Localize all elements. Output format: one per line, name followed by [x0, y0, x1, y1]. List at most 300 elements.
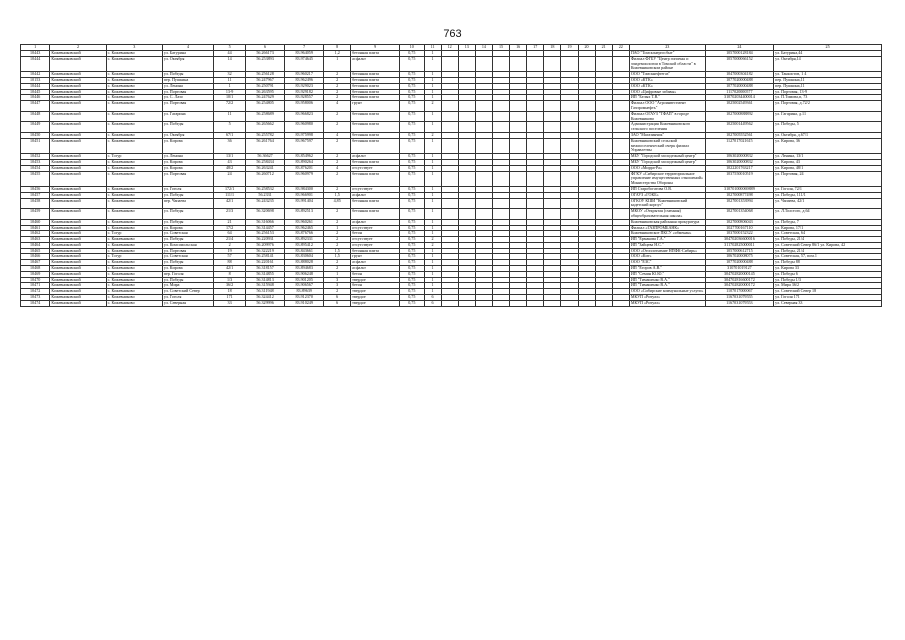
cell-settlement: с. Кожевниково — [106, 111, 162, 122]
cell-volume: 2 — [324, 260, 351, 266]
cell-area: 0,75 — [400, 295, 424, 301]
cell-district: Кожевниковский — [50, 198, 106, 209]
cell-volume: 2 — [324, 186, 351, 192]
cell-volume: 1,5 — [324, 248, 351, 254]
cell-empty — [527, 198, 544, 209]
cell-ogrn: 1117020000577 — [705, 89, 773, 95]
cell-house: 14 — [214, 56, 246, 71]
cell-district: Кожевниковский — [50, 266, 106, 272]
cell-reg-number: 10459 — [21, 209, 50, 220]
cell-surface: бетонная плита — [351, 198, 400, 209]
cell-owner: ООО "Томскнефтегаз" — [629, 72, 705, 78]
cell-volume: 1 — [324, 56, 351, 71]
cell-reg-number: 10472 — [21, 289, 50, 295]
cell-empty — [595, 300, 612, 306]
cell-house: 8 — [214, 271, 246, 277]
cell-count: 2 — [424, 242, 441, 248]
cell-volume: 2 — [324, 219, 351, 225]
cell-owner: Кожевниковский сельский межпоселенческий очерк филиал Управлетвы — [629, 138, 705, 153]
cell-house: 36 — [214, 138, 246, 153]
cell-area: 0,75 — [400, 225, 424, 231]
cell-count: 2 — [424, 101, 441, 112]
cell-longitude: 83.906567 — [285, 283, 324, 289]
cell-settlement: с. Тогур — [106, 231, 162, 237]
cell-empty — [458, 101, 475, 112]
cell-street: ул. Мира — [162, 283, 213, 289]
cell-latitude: 56.329996 — [246, 300, 285, 306]
cell-area: 0,75 — [400, 154, 424, 160]
cell-area: 0,75 — [400, 132, 424, 138]
cell-street: ул. Кирова — [162, 266, 213, 272]
cell-district: Кожевниковский — [50, 154, 106, 160]
cell-settlement: с. Кожевниково — [106, 159, 162, 165]
cell-district: Кожевниковский — [50, 289, 106, 295]
cell-volume: 2 — [324, 138, 351, 153]
cell-volume: 3 — [324, 283, 351, 289]
cell-owner: ООО "ЕЗС" — [629, 260, 705, 266]
cell-street: пер. Пушкина — [162, 77, 213, 83]
cell-street: ул. Ленина — [162, 154, 213, 160]
cell-count: 1 — [424, 154, 441, 160]
cell-house: 11 — [214, 77, 246, 83]
cell-owner: Филиал ООО "Агроинвестмент Газпромнефть" — [629, 101, 705, 112]
cell-empty — [578, 171, 595, 186]
cell-volume: 4 — [324, 165, 351, 171]
cell-settlement: с. Кожевниково — [106, 51, 162, 57]
cell-volume: 3 — [324, 277, 351, 283]
cell-house: 13-9 — [214, 89, 246, 95]
cell-area: 0,75 — [400, 77, 424, 83]
cell-ogrn: 1047000304182 — [705, 72, 773, 78]
cell-ogrn: 304702036600016 — [705, 237, 773, 243]
cell-latitude: 56.258689 — [246, 111, 285, 122]
cell-empty — [561, 138, 578, 153]
column-number-19: 19 — [561, 45, 578, 51]
cell-street: ул. Кирова — [162, 138, 213, 153]
cell-volume: 2 — [324, 242, 351, 248]
cell-latitude: 56.258532 — [246, 186, 285, 192]
cell-owner: Филиал ФГБУ "Центр гигиены и эпидемиологии в Томской области" в Кожевниковском районе — [629, 56, 705, 71]
cell-district: Кожевниковский — [50, 283, 106, 289]
cell-owner-address: ул. Кирова, 17/1 — [774, 225, 882, 231]
cell-house: 18 — [214, 289, 246, 295]
cell-reg-number: 10473 — [21, 295, 50, 301]
cell-empty — [441, 111, 458, 122]
cell-latitude: 56.261764 — [246, 138, 285, 153]
cell-settlement: с. Кожевниково — [106, 165, 162, 171]
cell-district: Кожевниковский — [50, 159, 106, 165]
cell-longitude: 83.958006 — [285, 101, 324, 112]
cell-street: ул. Северная — [162, 300, 213, 306]
cell-owner-address: ул. Победы, 111/1 — [774, 192, 882, 198]
cell-count: 1 — [424, 198, 441, 209]
cell-empty — [595, 101, 612, 112]
cell-volume: 2 — [324, 154, 351, 160]
cell-empty — [492, 101, 509, 112]
cell-ogrn: 1057000066152 — [705, 56, 773, 71]
cell-latitude: 56.314813 — [246, 277, 285, 283]
cell-empty — [595, 138, 612, 153]
cell-owner-address: пер. Пушкина,11 — [774, 77, 882, 83]
cell-volume: 2 — [324, 122, 351, 133]
cell-reg-number: 10466 — [21, 254, 50, 260]
cell-ogrn: 1077020000488 — [705, 260, 773, 266]
cell-ogrn: 1057000128184 — [705, 51, 773, 57]
cell-empty — [510, 111, 527, 122]
cell-empty — [561, 198, 578, 209]
cell-count: 1 — [424, 122, 441, 133]
cell-street: ул. Гоголя — [162, 295, 213, 301]
cell-empty — [475, 198, 492, 209]
cell-street: ул. Портовая — [162, 89, 213, 95]
cell-owner: Администрация Кожевниковского сельского поселения — [629, 122, 705, 133]
cell-owner-address: ул. Гагарина, д.11 — [774, 111, 882, 122]
cell-ogrn: 1127017021615 — [705, 138, 773, 153]
cell-volume: 2 — [324, 171, 351, 186]
cell-street: ул. Советский Север — [162, 289, 213, 295]
cell-district: Кожевниковский — [50, 101, 106, 112]
cell-street: ул. Портовая — [162, 248, 213, 254]
cell-district: Кожевниковский — [50, 225, 106, 231]
cell-ogrn: 311702825000011 — [705, 242, 773, 248]
cell-latitude: 56.220931 — [246, 237, 285, 243]
cell-street: ул. Победы — [162, 122, 213, 133]
cell-surface: бетонная плита — [351, 77, 400, 83]
cell-settlement: с. Кожевниково — [106, 192, 162, 198]
cell-house: 21/4 — [214, 237, 246, 243]
cell-reg-number: 10444 — [21, 83, 50, 89]
cell-count: 6 — [424, 295, 441, 301]
cell-settlement: с. Кожевниково — [106, 138, 162, 153]
cell-longitude: 83.876766 — [285, 231, 324, 237]
column-number-16: 16 — [510, 45, 527, 51]
cell-reg-number: 10454 — [21, 165, 50, 171]
cell-count: 1 — [424, 219, 441, 225]
cell-empty — [527, 111, 544, 122]
cell-count: 1 — [424, 72, 441, 78]
table-row — [21, 300, 882, 306]
cell-surface: асфальт — [351, 260, 400, 266]
cell-house: 42/1 — [214, 266, 246, 272]
cell-area: 0,75 — [400, 122, 424, 133]
cell-owner: МКУП «Ритуал» — [629, 300, 705, 306]
cell-area: 0,75 — [400, 138, 424, 153]
cell-house: 36/2 — [214, 283, 246, 289]
cell-area: 0,75 — [400, 72, 424, 78]
cell-house: 171 — [214, 295, 246, 301]
cell-area: 0,75 — [400, 101, 424, 112]
cell-empty — [527, 56, 544, 71]
cell-street: ул. Победы — [162, 209, 213, 220]
column-number-7: 7 — [285, 45, 324, 51]
cell-reg-number: 10469 — [21, 271, 50, 277]
cell-empty — [510, 122, 527, 133]
cell-area: 0,75 — [400, 300, 424, 306]
cell-ogrn: 1067020008075 — [705, 254, 773, 260]
cell-count: 1 — [424, 159, 441, 165]
column-number-12: 12 — [441, 45, 458, 51]
cell-owner: ООО «Цифровые забавы» — [629, 89, 705, 95]
cell-empty — [612, 198, 629, 209]
cell-longitude: 83.901205 — [285, 277, 324, 283]
cell-street: ул. Октября — [162, 56, 213, 71]
cell-area: 0,75 — [400, 219, 424, 225]
cell-count: 1 — [424, 209, 441, 220]
cell-longitude: 83.967597 — [285, 138, 324, 153]
cell-volume: 2 — [324, 231, 351, 237]
cell-street: пер. Чапаева — [162, 198, 213, 209]
cell-ogrn: 1063020000832 — [705, 154, 773, 160]
cell-owner: ИП "Егоров А.В." — [629, 266, 705, 272]
cell-district: Кожевниковский — [50, 56, 106, 71]
cell-settlement: с. Кожевниково — [106, 122, 162, 133]
cell-reg-number: 10449 — [21, 122, 50, 133]
cell-empty — [595, 122, 612, 133]
cell-longitude: 83.876201 — [285, 165, 324, 171]
cell-latitude: 56.247967 — [246, 77, 285, 83]
cell-surface: асфальт — [351, 219, 400, 225]
cell-reg-number: 10470 — [21, 277, 50, 283]
cell-ogrn: 304702820000172 — [705, 283, 773, 289]
column-number-14: 14 — [475, 45, 492, 51]
cell-district: Кожевниковский — [50, 111, 106, 122]
cell-reg-number: 10467 — [21, 260, 50, 266]
cell-surface: бетонная плита — [351, 132, 400, 138]
cell-area: 0,75 — [400, 198, 424, 209]
cell-owner: ООО «КТК» — [629, 77, 705, 83]
cell-settlement: с. Кожевниково — [106, 266, 162, 272]
cell-district: Кожевниковский — [50, 295, 106, 301]
cell-owner-address: ул. Советская, 57, пом.1 — [774, 254, 882, 260]
cell-surface: асфальт — [351, 56, 400, 71]
table-row — [21, 138, 882, 153]
cell-latitude: 56.318157 — [246, 266, 285, 272]
cell-volume: 2 — [324, 209, 351, 220]
cell-latitude: 56.315948 — [246, 283, 285, 289]
cell-reg-number: 10447 — [21, 101, 50, 112]
cell-settlement: с. Кожевниково — [106, 271, 162, 277]
cell-owner-address: ул. Победы, 5 — [774, 122, 882, 133]
cell-district: Кожевниковский — [50, 122, 106, 133]
cell-longitude: 83.894683 — [285, 266, 324, 272]
cell-longitude: 83.975998 — [285, 132, 324, 138]
cell-empty — [544, 56, 561, 71]
cell-settlement: с. Кожевниково — [106, 283, 162, 289]
cell-empty — [544, 122, 561, 133]
cell-house: 111/1 — [214, 192, 246, 198]
cell-district: Кожевниковский — [50, 242, 106, 248]
cell-surface: бетонная плита — [351, 138, 400, 153]
cell-reg-number: 10442 — [21, 72, 50, 78]
cell-volume: 2 — [324, 83, 351, 89]
cell-ogrn: 304702816600172 — [705, 277, 773, 283]
cell-street: ул. Батурина — [162, 51, 213, 57]
cell-settlement: с. Кожевниково — [106, 242, 162, 248]
cell-owner-address: ул. Портовая, 13-9 — [774, 89, 882, 95]
cell-settlement: с. Кожевниково — [106, 289, 162, 295]
cell-count: 1 — [424, 266, 441, 272]
cell-settlement: с. Кожевниково — [106, 277, 162, 283]
cell-house: 24 — [214, 171, 246, 186]
cell-empty — [475, 56, 492, 71]
column-number-18: 18 — [544, 45, 561, 51]
cell-count: 1 — [424, 171, 441, 186]
column-number-20: 20 — [578, 45, 595, 51]
cell-settlement: с. Кожевниково — [106, 198, 162, 209]
cell-area: 0,75 — [400, 171, 424, 186]
cell-settlement: с. Кожевниково — [106, 77, 162, 83]
cell-longitude: 83.960217 — [285, 72, 324, 78]
column-number-6: 6 — [246, 45, 285, 51]
column-number-10: 10 — [400, 45, 424, 51]
cell-latitude: 56.209976 — [246, 242, 285, 248]
cell-area: 0,75 — [400, 242, 424, 248]
cell-empty — [492, 111, 509, 122]
cell-count: 1 — [424, 254, 441, 260]
cell-count: 1 — [424, 289, 441, 295]
cell-reg-number: 10457 — [21, 192, 50, 198]
cell-volume: 2 — [324, 89, 351, 95]
cell-area: 0,75 — [400, 231, 424, 237]
cell-owner: ООО «Кит» — [629, 254, 705, 260]
cell-settlement: с. Кожевниково — [106, 300, 162, 306]
column-number-3: 3 — [106, 45, 162, 51]
cell-reg-number: 10444 — [21, 56, 50, 71]
cell-longitude: 83.984300 — [285, 186, 324, 192]
cell-empty — [612, 138, 629, 153]
cell-reg-number: 10455 — [21, 171, 50, 186]
cell-ogrn: 310702034400014 — [705, 95, 773, 101]
column-number-23: 23 — [629, 45, 705, 51]
cell-empty — [441, 56, 458, 71]
cell-surface: твердое — [351, 295, 400, 301]
cell-empty — [578, 198, 595, 209]
cell-owner-address: ул. П.Тимова,п, 73 — [774, 95, 882, 101]
cell-owner-address: ул. Победы 88 — [774, 260, 882, 266]
cell-empty — [527, 101, 544, 112]
cell-owner-address: ул. Ленина, 13/1 — [774, 154, 882, 160]
cell-house: 48/2 — [214, 165, 246, 171]
cell-house: 5 — [214, 122, 246, 133]
cell-surface: бетон — [351, 231, 400, 237]
cell-owner: ИП "Ермакова Г.А." — [629, 237, 705, 243]
cell-street: ул. Кирова — [162, 165, 213, 171]
cell-district: Кожевниковский — [50, 186, 106, 192]
cell-volume: 2 — [324, 95, 351, 101]
cell-ogrn: 1027001353994 — [705, 198, 773, 209]
cell-district: Кожевниковский — [50, 83, 106, 89]
cell-volume: 6 — [324, 295, 351, 301]
cell-reg-number: 10450 — [21, 132, 50, 138]
cell-longitude: 83.892513 — [285, 209, 324, 220]
cell-area: 0,75 — [400, 51, 424, 57]
cell-reg-number: 10456 — [21, 186, 50, 192]
cell-latitude: 56.263241 — [246, 165, 285, 171]
cell-house: 88 — [214, 260, 246, 266]
cell-area: 0,75 — [400, 186, 424, 192]
cell-latitude: 56.322219 — [246, 248, 285, 254]
cell-owner-address: ул. Победы, 21/4 — [774, 248, 882, 254]
cell-owner-address: ул. Кирова, 48/1 — [774, 165, 882, 171]
cell-ogrn: 1167031079555 — [705, 295, 773, 301]
cell-count: 1 — [424, 271, 441, 277]
cell-volume: 1 — [324, 271, 351, 277]
cell-count: 1 — [424, 225, 441, 231]
column-number-17: 17 — [527, 45, 544, 51]
cell-area: 0,75 — [400, 83, 424, 89]
cell-reg-number: 10451 — [21, 138, 50, 153]
cell-owner-address: ул. Победы, 7 — [774, 219, 882, 225]
cell-longitude: 83.974645 — [285, 56, 324, 71]
cell-owner-address: ул. Советская, 64 — [774, 231, 882, 237]
cell-empty — [510, 209, 527, 220]
cell-settlement: с. Тогур — [106, 254, 162, 260]
cell-street: ул. Советская — [162, 254, 213, 260]
cell-surface: бетонная плита — [351, 95, 400, 101]
cell-empty — [527, 209, 544, 220]
cell-empty — [595, 56, 612, 71]
cell-empty — [527, 171, 544, 186]
cell-empty — [578, 122, 595, 133]
cell-surface: бетонная плита — [351, 72, 400, 78]
cell-empty — [492, 138, 509, 153]
cell-owner: ООО «Мирра-Ра» — [629, 165, 705, 171]
table-row — [21, 111, 882, 122]
cell-longitude: 83.906248 — [285, 271, 324, 277]
cell-empty — [595, 171, 612, 186]
cell-area: 0,75 — [400, 111, 424, 122]
cell-owner: ОГКОУ КШИ "Кожевниковский кадетский корпус" — [629, 198, 705, 209]
cell-volume: 2 — [324, 111, 351, 122]
cell-latitude: 56.265662 — [246, 122, 285, 133]
column-number-25: 25 — [774, 45, 882, 51]
cell-settlement: с. Кожевниково — [106, 95, 162, 101]
cell-ogrn: 1057000612715 — [705, 248, 773, 254]
cell-volume: 1,5 — [324, 192, 351, 198]
cell-empty — [544, 111, 561, 122]
cell-longitude: 83.966901 — [285, 192, 324, 198]
cell-district: Кожевниковский — [50, 51, 106, 57]
cell-surface: твердое — [351, 277, 400, 283]
column-number-11: 11 — [424, 45, 441, 51]
cell-count: 6 — [424, 300, 441, 306]
cell-owner: МКУП «Ритуал» — [629, 295, 705, 301]
cell-surface: бетонная плита — [351, 171, 400, 186]
cell-empty — [595, 198, 612, 209]
cell-longitude: 83.960261 — [285, 219, 324, 225]
cell-longitude: 83.964059 — [285, 51, 324, 57]
cell-empty — [612, 300, 629, 306]
cell-area: 0,75 — [400, 89, 424, 95]
cell-ogrn: 1022201763217 — [705, 165, 773, 171]
cell-latitude: 56.314457 — [246, 225, 285, 231]
cell-empty — [544, 138, 561, 153]
cell-empty — [492, 300, 509, 306]
cell-ogrn: 1027005552561 — [705, 132, 773, 138]
cell-district: Кожевниковский — [50, 165, 106, 171]
cell-count: 1 — [424, 260, 441, 266]
cell-latitude: 56.266173 — [246, 51, 285, 57]
cell-owner: ООО «КТК» — [629, 83, 705, 89]
cell-district: Кожевниковский — [50, 209, 106, 220]
cell-ogrn: 1077020000488 — [705, 83, 773, 89]
cell-owner-address: ул. Победы 1/3 — [774, 277, 882, 283]
cell-empty — [510, 198, 527, 209]
cell-owner: Филиал «ГАЗПРОМБАНК» — [629, 225, 705, 231]
column-number-4: 4 — [162, 45, 213, 51]
column-number-15: 15 — [492, 45, 509, 51]
cell-volume: 2 — [324, 289, 351, 295]
